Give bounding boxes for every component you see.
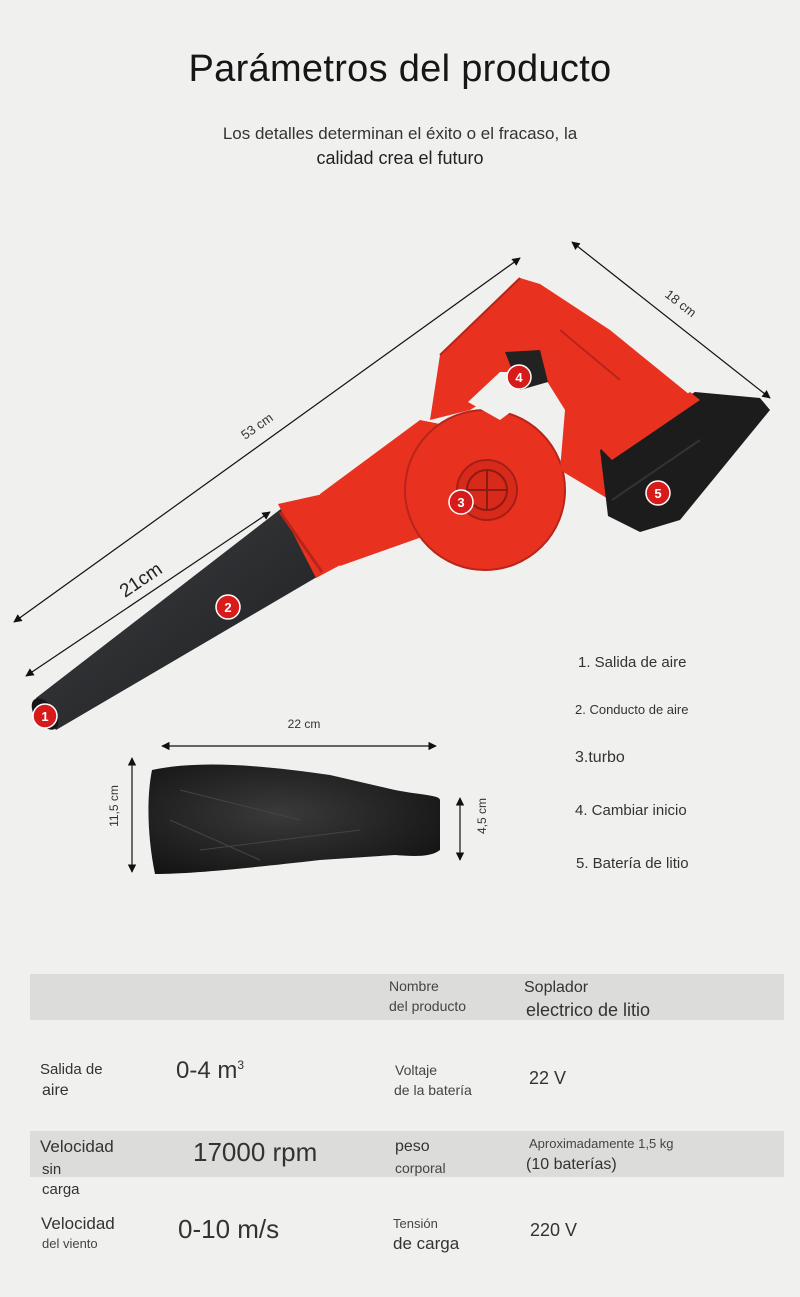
spec-value-battery-voltage: 22 V [529,1068,567,1088]
spec-label-battery-voltage-l1: Voltaje [395,1062,438,1078]
marker-1 [33,704,57,728]
marker-3 [449,490,473,514]
spec-value-wind-speed: 0-10 m/s [178,1214,280,1244]
dust-bag [148,765,440,874]
subtitle-line-1: Los detalles determinan el éxito o el fracaso, la [222,124,578,143]
spec-value-charge-voltage: 220 V [530,1220,578,1240]
svg-text:4: 4 [515,370,523,385]
dim-label-bag-length: 22 cm [287,717,321,731]
marker-5 [646,481,670,505]
dim-label-bag-height: 11,5 cm [107,785,121,827]
spec-value-air-outlet [176,1057,244,1085]
spec-value-air-outlet-sup: 3 [237,1058,245,1072]
spec-label-weight-l2: corporal [395,1160,446,1176]
svg-text:2: 2 [224,600,232,615]
nozzle-tube [26,492,346,734]
spec-value-product-name-l1: Soplador [524,979,589,996]
spec-value-air-outlet-text: 0-4 m [176,1057,238,1084]
page-title: Parámetros del producto [188,48,612,90]
spec-label-no-load-speed-l1: Velocidad [40,1137,114,1156]
spec-label-charge-voltage-l1: Tensión [393,1216,438,1231]
spec-label-no-load-speed-l2: sin [42,1161,62,1178]
svg-text:3: 3 [457,495,465,510]
spec-label-air-outlet-l1: Salida de [40,1061,103,1078]
marker-4 [507,365,531,389]
spec-label-charge-voltage-l2: de carga [393,1234,460,1253]
spec-label-air-outlet-l2: aire [42,1082,69,1099]
marker-2 [216,595,240,619]
dim-label-width: 18 cm [662,286,700,321]
legend-item-battery: 5. Batería de litio [576,855,689,872]
spec-label-wind-speed-l1: Velocidad [41,1214,115,1233]
spec-value-product-name-l2: electrico de litio [526,1000,651,1020]
legend-item-turbo: 3.turbo [575,749,625,766]
spec-value-weight-l1: Aproximadamente 1,5 kg [529,1136,674,1151]
spec-label-product-name-l2: del producto [389,998,467,1014]
spec-label-battery-voltage-l2: de la batería [394,1082,472,1098]
spec-value-weight-l2: (10 baterías) [526,1156,617,1173]
dim-label-total: 53 cm [238,409,276,443]
legend-item-switch: 4. Cambiar inicio [575,802,687,819]
svg-text:1: 1 [41,709,49,724]
legend-item-air-duct: 2. Conducto de aire [575,702,689,717]
spec-value-no-load-speed: 17000 rpm [193,1137,318,1167]
spec-label-wind-speed-l2b: del viento [42,1236,98,1251]
spec-label-product-name-l1: Nombre [389,978,439,994]
dim-label-tube: 21cm [116,558,167,603]
legend-item-air-outlet: 1. Salida de aire [578,654,687,671]
dim-label-bag-opening: 4,5 cm [475,797,489,835]
spec-label-no-load-speed-l3: carga [42,1181,80,1198]
svg-text:5: 5 [654,486,662,501]
spec-label-weight-l1: peso [395,1138,430,1155]
subtitle-line-2: calidad crea el futuro [316,148,484,168]
